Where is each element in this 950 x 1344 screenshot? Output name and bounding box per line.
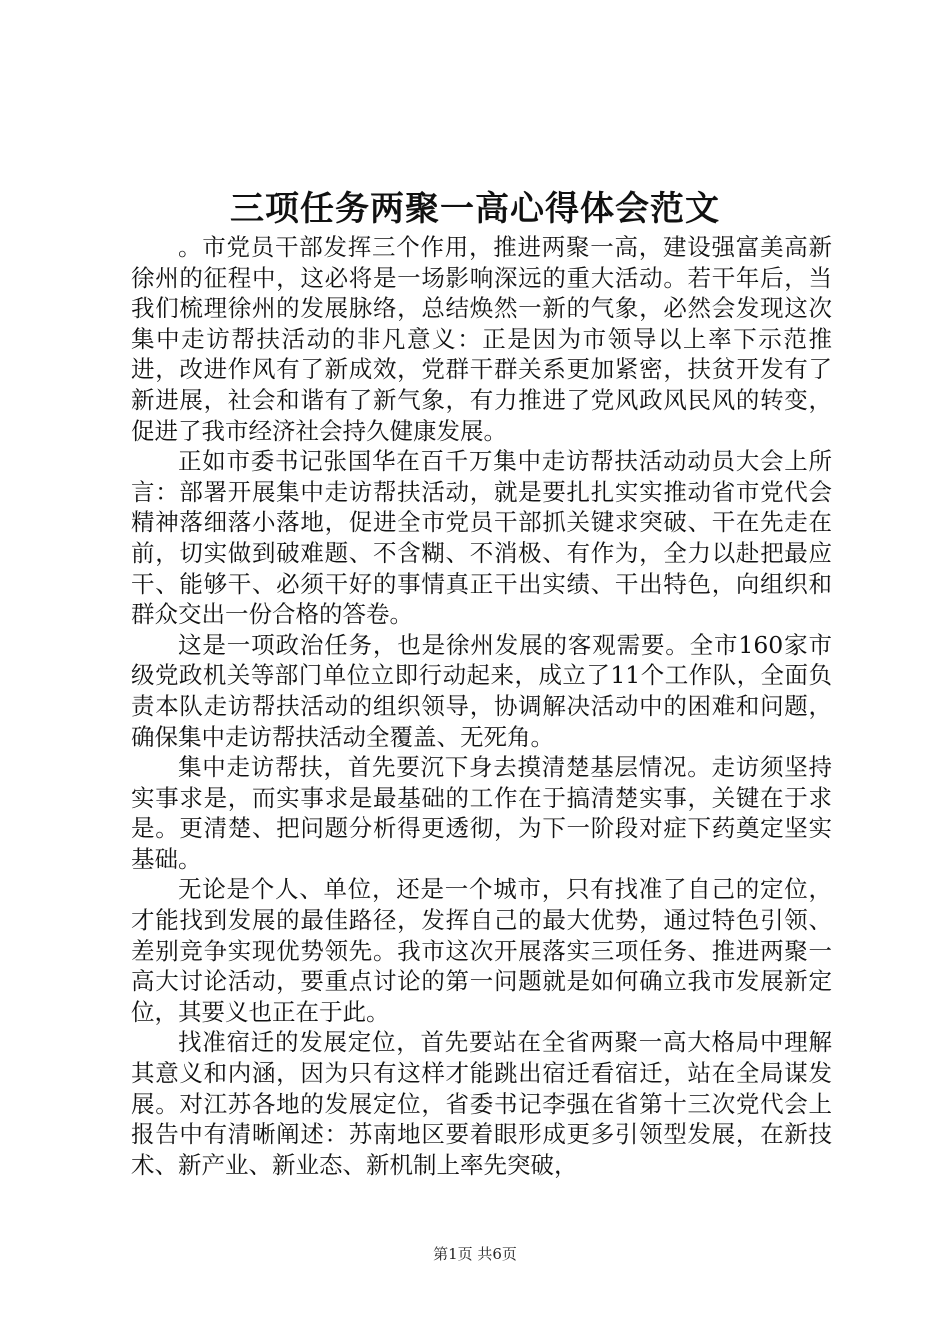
paragraph-5: 无论是个人、单位，还是一个城市，只有找准了自己的定位，才能找到发展的最佳路径，发挥自己的最大优势，通过特色引领、差别竞争实现优势领先。我市这次开展落实三项任务、推进两聚一高大讨论活动，要重点讨论的第一问题就是如何确立我市发展新定位，其要义也正在于此。 [131,875,832,1026]
paragraph-2: 正如市委书记张国华在百千万集中走访帮扶活动动员大会上所言：部署开展集中走访帮扶活动，就是要扎扎实实推动省市党代会精神落细落小落地，促进全市党员干部抓关键求突破、干在先走在前，切实做到破难题、不含糊、不消极、有作为，全力以赴把最应干、能够干、必须干好的事情真正干出实绩、干出特色，向组织和群众交出一份合格的答卷。 [131,447,832,629]
paragraph-4: 集中走访帮扶，首先要沉下身去摸清楚基层情况。走访须坚持实事求是，而实事求是最基础的工作在于搞清楚实事，关键在于求是。更清楚、把问题分析得更透彻，为下一阶段对症下药奠定坚实基础。 [131,753,832,873]
paragraph-1: 。市党员干部发挥三个作用，推进两聚一高，建设强富美高新徐州的征程中，这必将是一场影响深远的重大活动。若干年后，当我们梳理徐州的发展脉络，总结焕然一新的气象，必然会发现这次集中走访帮扶活动的非凡意义：正是因为市领导以上率下示范推进，改进作风有了新成效，党群干群关系更加紧密，扶贫开发有了新进展，社会和谐有了新气象，有力推进了党风政风民风的转变，促进了我市经济社会持久健康发展。 [131,233,832,445]
document-body [131,232,832,1180]
page-number-footer: 第1页 共6页 [433,1245,517,1263]
paragraph-6: 找准宿迁的发展定位，首先要站在全省两聚一高大格局中理解其意义和内涵，因为只有这样才能跳出宿迁看宿迁，站在全局谋发展。对江苏各地的发展定位，省委书记李强在省第十三次党代会上报告中有清晰阐述：苏南地区要着眼形成更多引领型发展，在新技术、新产业、新业态、新机制上率先突破， [131,1028,832,1179]
paragraph-3: 这是一项政治任务，也是徐州发展的客观需要。全市160家市级党政机关等部门单位立即行动起来，成立了11个工作队，全面负责本队走访帮扶活动的组织领导，协调解决活动中的困难和问题，确保集中走访帮扶活动全覆盖、无死角。 [131,630,832,751]
document-title: 三项任务两聚一高心得体会范文 [230,189,720,229]
